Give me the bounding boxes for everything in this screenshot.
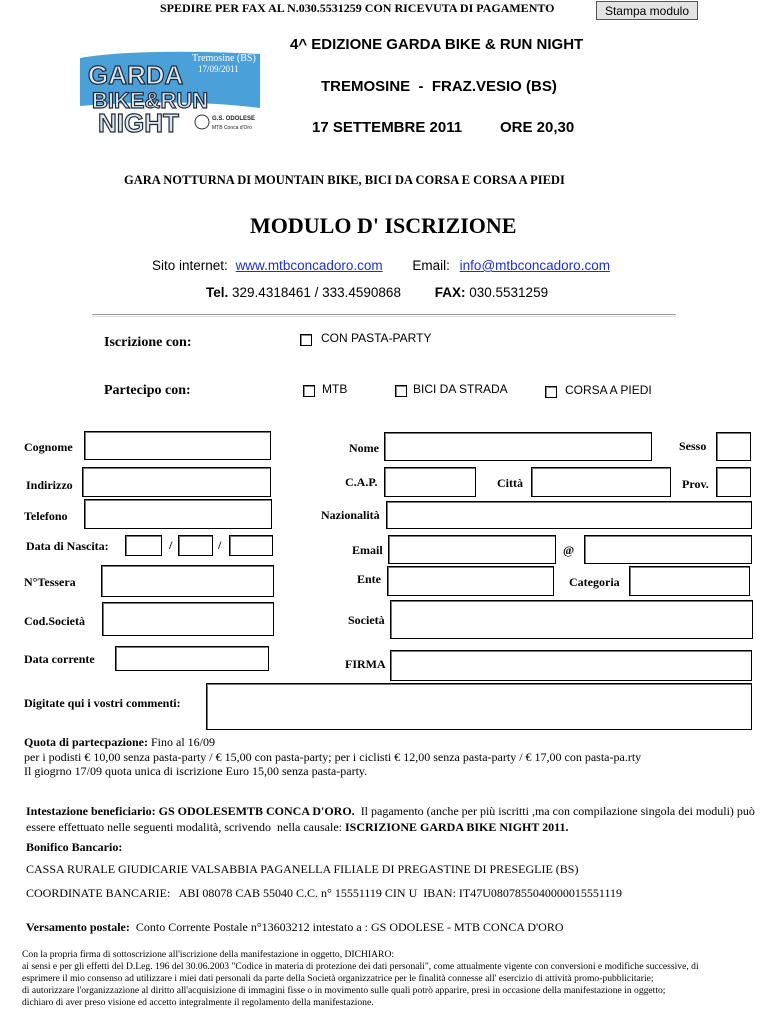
declaration — [22, 949, 699, 1009]
data-nascita-label: Data di Nascita: — [26, 539, 109, 553]
societa-label: Società — [348, 613, 385, 627]
quota-heading: Quota di partecpazione: — [24, 735, 148, 749]
email-label: Email: — [412, 258, 450, 273]
quota-deadline: Fino al 16/09 — [148, 735, 216, 749]
bank-name: CASSA RURALE GIUDICARIE VALSABBIA PAGANELLA FILIALE DI PREGASTINE DI PRESEGLIE (BS) — [26, 862, 579, 876]
intestazione-label: Intestazione beneficiario — [26, 804, 152, 818]
cap-field[interactable] — [384, 467, 476, 497]
tel-label: Tel. — [206, 285, 229, 300]
event-date: 17 SETTEMBRE 2011 — [312, 119, 463, 136]
payment-intestazione — [26, 804, 756, 835]
quota-line-2: Il giogrno 17/09 quota unica di iscrizione Euro 15,00 senza pasta-party. — [24, 764, 368, 778]
societa-field[interactable] — [390, 600, 753, 639]
print-button[interactable]: Stampa modulo — [596, 1, 698, 20]
categoria-field[interactable] — [629, 566, 750, 596]
mtb-checkbox[interactable] — [303, 385, 315, 397]
email-at: @ — [563, 543, 575, 557]
telefono-label: Telefono — [24, 509, 68, 523]
email-domain-field[interactable] — [584, 535, 752, 564]
bici-strada-label: BICI DA STRADA — [413, 382, 508, 396]
site-link[interactable]: www.mtbconcadoro.com — [235, 258, 383, 273]
postale-value: Conto Corrente Postale n°13603212 intestato a : GS ODOLESE - MTB CONCA D'ORO — [129, 920, 564, 934]
email-label: Email — [352, 543, 383, 557]
bank-coords: COORDINATE BANCARIE: ABI 08078 CAB 55040 C.C. n° 15551119 CIN U IBAN: IT47U0807855040000015551119 — [26, 886, 623, 900]
svg-text:Tremosine (BS): Tremosine (BS) — [192, 53, 256, 64]
fax-label: FAX: — [434, 285, 466, 300]
payment-note: Il pagamento (anche per più iscritti ,ma con compilazione singola dei moduli) può essere effettuato nelle seguenti modalità, scrivendo nella causale: — [26, 804, 758, 834]
ente-field[interactable] — [387, 566, 554, 596]
postale-line — [26, 920, 564, 935]
bonifico-label: Bonifico Bancario: — [26, 840, 123, 854]
ente-label: Ente — [357, 572, 381, 586]
contacts-line-1 — [152, 258, 610, 273]
indirizzo-field[interactable] — [82, 467, 271, 497]
nazionalita-field[interactable] — [386, 501, 752, 529]
event-logo — [80, 50, 260, 138]
event-location: TREMOSINE - FRAZ.VESIO (BS) — [321, 78, 557, 95]
fax-banner: SPEDIRE PER FAX AL N.030.5531259 CON RICEVUTA DI PAGAMENTO — [160, 1, 555, 15]
iscrizione-label: Iscrizione con: — [104, 335, 192, 350]
corsa-piedi-checkbox[interactable] — [545, 386, 557, 398]
svg-text:17/09/2011: 17/09/2011 — [198, 64, 239, 74]
divider — [92, 314, 676, 316]
nome-label: Nome — [349, 441, 379, 455]
tel-value: 329.4318461 / 333.4590868 — [232, 285, 401, 300]
beneficiario: : GS ODOLESEMTB CONCA D'ORO. — [151, 804, 355, 818]
causale: ISCRIZIONE GARDA BIKE NIGHT 2011. — [344, 819, 569, 834]
birth-day-field[interactable] — [125, 535, 162, 556]
pasta-party-checkbox[interactable] — [300, 334, 312, 346]
telefono-field[interactable] — [84, 499, 272, 529]
postale-label: Versamento postale: — [26, 920, 130, 934]
svg-text:MTB Conca d'Oro: MTB Conca d'Oro — [212, 125, 252, 131]
declaration-line: dichiaro di aver preso visione ed accetto integralmente il regolamento della manifestazione. — [22, 997, 374, 1008]
email-link[interactable]: info@mtbconcadoro.com — [459, 258, 610, 273]
commenti-field[interactable] — [206, 683, 752, 730]
event-subtitle: GARA NOTTURNA DI MOUNTAIN BIKE, BICI DA CORSA E CORSA A PIEDI — [124, 173, 565, 187]
logo-graphic — [80, 50, 260, 138]
contacts-line-2 — [206, 285, 548, 300]
data-corrente-field[interactable] — [115, 646, 269, 671]
prov-field[interactable] — [716, 467, 751, 497]
categoria-label: Categoria — [569, 575, 620, 589]
indirizzo-label: Indirizzo — [26, 478, 73, 492]
cod-societa-label: Cod.Società — [24, 614, 85, 628]
bici-strada-checkbox[interactable] — [395, 385, 407, 397]
svg-text:BIKE&RUN: BIKE&RUN — [92, 88, 209, 113]
form-title: MODULO D' ISCRIZIONE — [250, 213, 517, 238]
fax-value: 030.5531259 — [469, 285, 549, 300]
site-label: Sito internet: — [152, 258, 228, 273]
declaration-line: ai sensi e per gli effetti del D.Leg. 196 del 30.06.2003 "Codice in materia di protezione dei dati personali", come attualmente vigente con conversioni e modifiche successive, di — [22, 961, 699, 972]
declaration-line: esprimere il mio consenso ad utilizzare i miei dati personali da parte della Società organizzatrice per le finalità connesse all' esercizio di attività promo-pubblicitarie; — [22, 973, 654, 984]
data-corrente-label: Data corrente — [24, 652, 95, 666]
svg-text:G.S. ODOLESE: G.S. ODOLESE — [212, 116, 256, 122]
event-time: ORE 20,30 — [500, 119, 575, 136]
quota-line-1: per i podisti € 10,00 senza pasta-party / € 15,00 con pasta-party; per i ciclisti € 12,00 senza pasta-party / € 17,00 con pasta-pa.rty — [24, 749, 642, 764]
birth-slash-1: / — [169, 538, 173, 552]
svg-text:GARDA: GARDA — [88, 60, 184, 90]
tessera-field[interactable] — [101, 565, 274, 597]
mtb-label: MTB — [322, 382, 348, 396]
birth-year-field[interactable] — [229, 535, 273, 556]
birth-month-field[interactable] — [178, 535, 213, 556]
cognome-field[interactable] — [84, 431, 271, 460]
firma-field[interactable] — [390, 650, 752, 681]
prov-label: Prov. — [682, 477, 709, 491]
pasta-party-label: CON PASTA-PARTY — [321, 331, 432, 345]
declaration-line: di autorizzare l'organizzazione al diritto all'acquisizione di immagini fisse o in movimento sulle quali potrò apparire, presi in occasione della manifestazione in oggetto; — [22, 985, 666, 996]
quota-section — [24, 735, 754, 779]
cap-label: C.A.P. — [345, 475, 378, 489]
sesso-label: Sesso — [679, 439, 707, 453]
svg-text:NIGHT: NIGHT — [98, 108, 179, 138]
nazionalita-label: Nazionalità — [321, 508, 380, 522]
partecipo-label: Partecipo con: — [104, 383, 191, 398]
tessera-label: N°Tessera — [24, 575, 76, 589]
event-title: 4^ EDIZIONE GARDA BIKE & RUN NIGHT — [290, 36, 584, 53]
corsa-piedi-label: CORSA A PIEDI — [565, 383, 652, 397]
citta-field[interactable] — [531, 467, 671, 497]
cognome-label: Cognome — [24, 440, 73, 454]
citta-label: Città — [497, 476, 523, 490]
commenti-label: Digitate qui i vostri commenti: — [24, 696, 181, 710]
nome-field[interactable] — [384, 432, 652, 461]
sesso-field[interactable] — [716, 432, 751, 461]
email-user-field[interactable] — [388, 535, 556, 564]
birth-slash-2: / — [218, 538, 222, 552]
cod-societa-field[interactable] — [102, 602, 274, 636]
quota-heading-line — [24, 735, 754, 750]
firma-label: FIRMA — [345, 657, 386, 671]
declaration-line: Con la propria firma di sottoscrizione all'iscrizione della manifestazione in oggetto, DICHIARO: — [22, 949, 395, 960]
